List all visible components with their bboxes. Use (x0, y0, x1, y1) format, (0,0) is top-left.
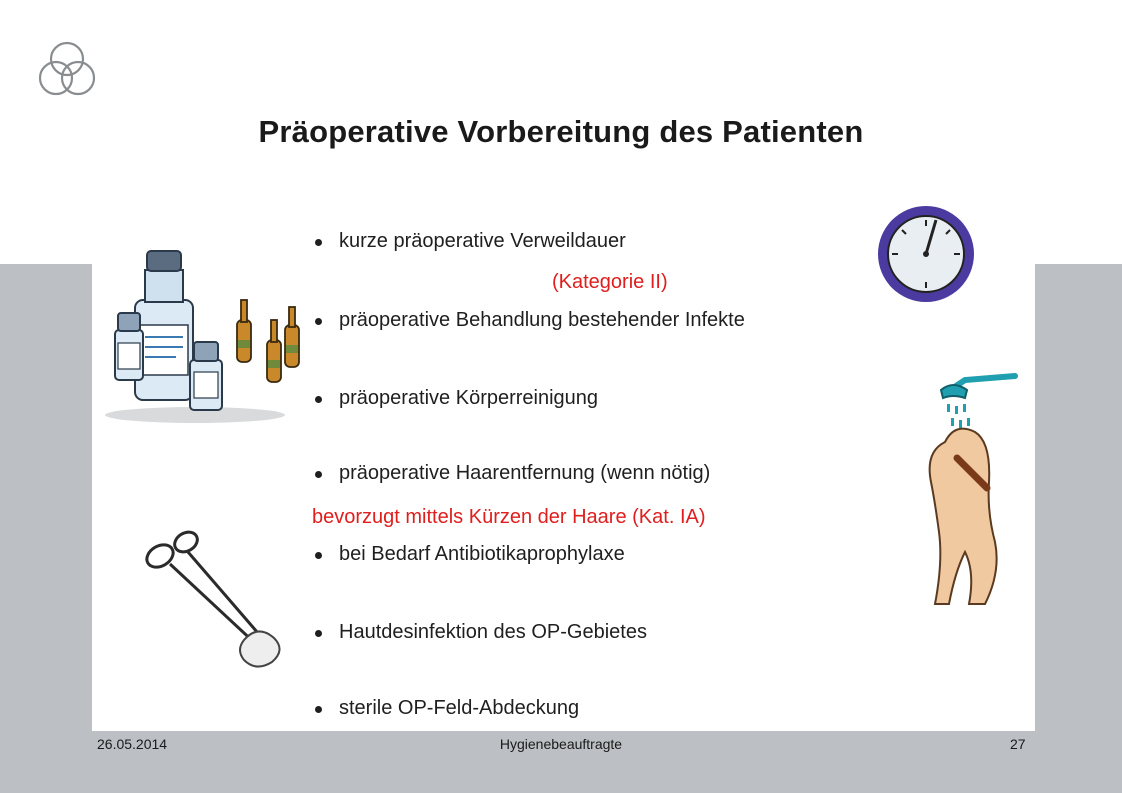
forceps-swab-icon (140, 528, 290, 678)
bullet-dot (315, 471, 322, 478)
page-title: Präoperative Vorbereitung des Patienten (258, 114, 864, 149)
page-number: 27 (1010, 736, 1026, 752)
bullet-dot (315, 239, 322, 246)
list-item-text: kurze präoperative Verweildauer (339, 230, 626, 252)
stopwatch-clock-icon (866, 206, 986, 306)
list-item-text: präoperative Haarentfernung (wenn nötig) (339, 462, 711, 484)
footer-title: Hygienebeauftragte (499, 736, 623, 752)
three-circles-logo-icon (36, 40, 98, 98)
bullet-dot (315, 318, 322, 325)
bullet-dot (315, 552, 322, 559)
list-item-text: bei Bedarf Antibiotikaprophylaxe (339, 543, 625, 565)
bullet-dot (315, 706, 322, 713)
category-note: (Kategorie II) (552, 271, 668, 293)
list-item-text: präoperative Körperreinigung (339, 387, 599, 409)
footer-date: 26.05.2014 (97, 736, 168, 752)
bullet-dot (315, 630, 322, 637)
bullet-dot (315, 396, 322, 403)
list-item-text: präoperative Behandlung bestehender Infekte (339, 309, 745, 331)
list-item-text: sterile OP-Feld-Abdeckung (339, 697, 580, 719)
shower-person-icon (905, 372, 1020, 612)
hair-removal-note: bevorzugt mittels Kürzen der Haare (Kat. IA) (312, 506, 706, 528)
list-item-text: Hautdesinfektion des OP-Gebietes (339, 621, 647, 643)
medicine-vials-icon (100, 245, 305, 425)
